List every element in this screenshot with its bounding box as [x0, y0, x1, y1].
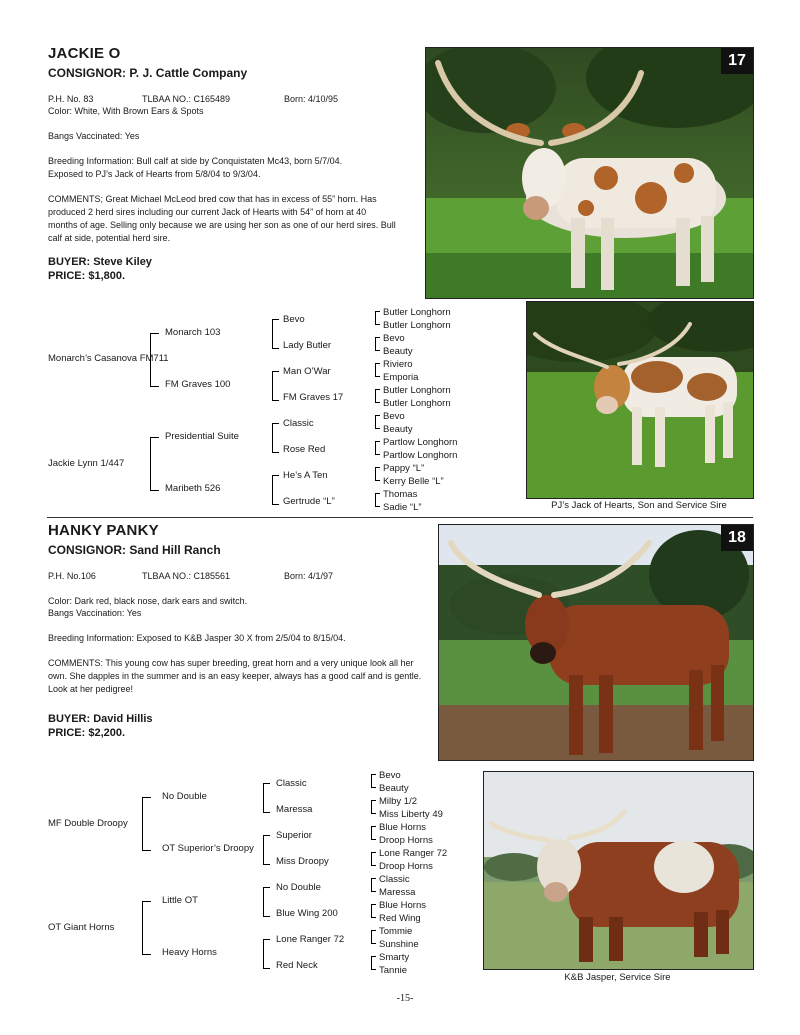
lot-18-consignor: CONSIGNOR: Sand Hill Ranch [48, 543, 221, 557]
lot-17-g3-ancestor: Butler Longhorn [383, 320, 451, 331]
lot-18-g3-ancestor: Smarty [379, 952, 410, 963]
lot-17-great-grandparent: Gertrude “L” [283, 496, 335, 507]
pedigree-bracket [371, 878, 376, 892]
lot-18-great-grandparent: Red Neck [276, 960, 318, 971]
lot-18-bangs: Bangs Vaccination: Yes [48, 608, 142, 618]
lot-18-g3-ancestor: Blue Horns [379, 900, 426, 911]
lot-18-grandparent: Heavy Horns [162, 947, 217, 958]
lot-18-g3-ancestor: Maressa [379, 887, 416, 898]
lot-18-grandparent: Little OT [162, 895, 198, 906]
lot-18-born: Born: 4/1/97 [284, 571, 334, 581]
lot-18-tlbaa-no: TLBAA NO.: C185561 [142, 571, 231, 581]
longhorn-cow-photo-white-spotted [426, 48, 753, 298]
lot-17-great-grandparent: Classic [283, 418, 314, 429]
lot-17-dam: Jackie Lynn 1/447 [48, 458, 125, 469]
lot-18-g3-ancestor: Droop Horns [379, 835, 433, 846]
lot-17-g3-ancestor: Bevo [383, 411, 405, 422]
pedigree-bracket [272, 475, 279, 505]
lot-17-grandparent: FM Graves 100 [165, 379, 231, 390]
lot-17-g3-ancestor: Riviero [383, 359, 413, 370]
lot-18-great-grandparent: Miss Droopy [276, 856, 329, 867]
lot-18-great-grandparent: Lone Ranger 72 [276, 934, 345, 945]
lot-18-g3-ancestor: Milby 1/2 [379, 796, 418, 807]
lot-17-grandparent: Presidential Suite [165, 431, 239, 442]
pedigree-bracket [150, 333, 159, 387]
lot-17-consignor: CONSIGNOR: P. J. Cattle Company [48, 66, 248, 80]
lot-18-dam: OT Giant Horns [48, 922, 115, 933]
pedigree-bracket [263, 835, 270, 865]
lot-18-g3-ancestor: Tommie [379, 926, 413, 937]
pedigree-bracket [371, 774, 376, 788]
pedigree-bracket [272, 371, 279, 401]
lot-18-g3-ancestor: Sunshine [379, 939, 419, 950]
lot-18-g3-ancestor: Blue Horns [379, 822, 426, 833]
pedigree-bracket [375, 467, 380, 481]
pedigree-bracket [371, 826, 376, 840]
pedigree-bracket [371, 852, 376, 866]
lot-17-breeding: Breeding Information: Bull calf at side by Conquistaten Mc43, born 5/7/04. Exposed to PJ’s Jack of Hearts from 5/8/04 to 9/3/04. [48, 156, 343, 179]
lot-17-photo-caption: PJ’s Jack of Hearts, Son and Service Sire [551, 500, 727, 511]
lot-17-grandparent: Monarch 103 [165, 327, 221, 338]
pedigree-bracket [263, 783, 270, 813]
lot-18-buyer: BUYER: David Hillis [48, 713, 153, 725]
pedigree-bracket [263, 939, 270, 969]
lot-18-photo-caption: K&B Jasper, Service Sire [564, 972, 671, 983]
lot-17-born: Born: 4/10/95 [284, 94, 339, 104]
lot-17-g3-ancestor: Partlow Longhorn [383, 437, 458, 448]
lot-18-color: Color: Dark red, black nose, dark ears and switch. [48, 596, 248, 606]
pedigree-bracket [375, 311, 380, 325]
lot-18-g3-ancestor: Classic [379, 874, 410, 885]
lot-17-grandparent: Maribeth 526 [165, 483, 221, 494]
section-divider [47, 517, 753, 518]
pedigree-bracket [142, 797, 151, 851]
pedigree-bracket [150, 437, 159, 491]
lot-18-ph-no: P.H. No.106 [48, 571, 96, 581]
longhorn-bull-photo-jack-of-hearts [527, 302, 753, 498]
lot-18-name: HANKY PANKY [48, 522, 159, 539]
lot-18-comments: COMMENTS: This young cow has super breeding, great horn and a very unique look all her own. She dapples in the summer and is an easy keeper, always has a good calf and is gentle. Look at her pedigree! [48, 658, 422, 694]
lot-17-comments: COMMENTS; Great Michael McLeod bred cow that has in excess of 55” horn. Has produced 2 herd sires including our current Jack of Hearts with 54” of horn at 40 months of age. Selling only because we are using her son as one of our herd sires. Bull calf at side, potential herd sire. [48, 194, 396, 243]
lot-17-bangs: Bangs Vaccinated: Yes [48, 131, 140, 141]
lot-18-great-grandparent: Blue Wing 200 [276, 908, 338, 919]
lot-17-color: Color: White, With Brown Ears & Spots [48, 106, 204, 116]
lot-17-name: JACKIE O [48, 45, 121, 62]
longhorn-cow-photo-dark-red [439, 525, 753, 760]
lot-17-great-grandparent: He’s A Ten [283, 470, 328, 481]
lot-17-g3-ancestor: Beauty [383, 424, 413, 435]
lot-18-sire: MF Double Droopy [48, 818, 128, 829]
pedigree-bracket [371, 956, 376, 970]
lot-17-tlbaa-no: TLBAA NO.: C165489 [142, 94, 231, 104]
lot-18-breeding: Breeding Information: Exposed to K&B Jasper 30 X from 2/5/04 to 8/15/04. [48, 633, 346, 643]
pedigree-bracket [371, 930, 376, 944]
lot-17-great-grandparent: Lady Butler [283, 340, 332, 351]
lot-17-g3-ancestor: Kerry Belle “L” [383, 476, 444, 487]
lot-18-great-grandparent: Classic [276, 778, 307, 789]
lot-17-g3-ancestor: Pappy “L” [383, 463, 425, 474]
lot-17-g3-ancestor: Thomas [383, 489, 418, 500]
lot-17-g3-ancestor: Emporia [383, 372, 419, 383]
lot-17-g3-ancestor: Beauty [383, 346, 413, 357]
lot-17-sire-photo [526, 301, 754, 499]
pedigree-bracket [371, 800, 376, 814]
pedigree-bracket [371, 904, 376, 918]
lot-18-great-grandparent: Superior [276, 830, 312, 841]
pedigree-bracket [272, 319, 279, 349]
lot-18-g3-ancestor: Miss Liberty 49 [379, 809, 443, 820]
lot-17-g3-ancestor: Butler Longhorn [383, 398, 451, 409]
lot-18-sire-photo [483, 771, 754, 970]
lot-18-number-badge: 18 [721, 525, 753, 551]
lot-17-g3-ancestor: Partlow Longhorn [383, 450, 458, 461]
lot-17-sire: Monarch’s Casanova FM711 [48, 353, 169, 364]
lot-17-buyer: BUYER: Steve Kiley [48, 256, 152, 268]
lot-18-g3-ancestor: Bevo [379, 770, 401, 781]
lot-18-g3-ancestor: Lone Ranger 72 [379, 848, 448, 859]
lot-17-price: PRICE: $1,800. [48, 270, 126, 282]
longhorn-bull-photo-kb-jasper [484, 772, 753, 969]
lot-17-great-grandparent: Bevo [283, 314, 305, 325]
pedigree-bracket [272, 423, 279, 453]
lot-17-ph-no: P.H. No. 83 [48, 94, 94, 104]
lot-18-grandparent: No Double [162, 791, 207, 802]
lot-17-g3-ancestor: Butler Longhorn [383, 385, 451, 396]
pedigree-bracket [375, 337, 380, 351]
lot-18-price: PRICE: $2,200. [48, 727, 126, 739]
pedigree-bracket [375, 493, 380, 507]
lot-18-g3-ancestor: Droop Horns [379, 861, 433, 872]
lot-17-g3-ancestor: Bevo [383, 333, 405, 344]
lot-17-g3-ancestor: Butler Longhorn [383, 307, 451, 318]
pedigree-bracket [375, 389, 380, 403]
pedigree-bracket [375, 441, 380, 455]
lot-18-great-grandparent: No Double [276, 882, 321, 893]
lot-17-great-grandparent: Rose Red [283, 444, 326, 455]
lot-18-great-grandparent: Maressa [276, 804, 313, 815]
pedigree-bracket [263, 887, 270, 917]
lot-18-g3-ancestor: Beauty [379, 783, 409, 794]
pedigree-bracket [142, 901, 151, 955]
lot-18-g3-ancestor: Red Wing [379, 913, 421, 924]
lot-18-grandparent: OT Superior’s Droopy [162, 843, 254, 854]
pedigree-bracket [375, 363, 380, 377]
lot-17-great-grandparent: FM Graves 17 [283, 392, 344, 403]
lot-18-g3-ancestor: Tannie [379, 965, 407, 976]
pedigree-bracket [375, 415, 380, 429]
page-number: -15- [396, 993, 414, 1004]
lot-17-g3-ancestor: Sadie “L” [383, 502, 422, 513]
lot-17-photo [425, 47, 754, 299]
lot-17-number-badge: 17 [721, 48, 753, 74]
lot-18-photo [438, 524, 754, 761]
lot-17-great-grandparent: Man O’War [283, 366, 331, 377]
